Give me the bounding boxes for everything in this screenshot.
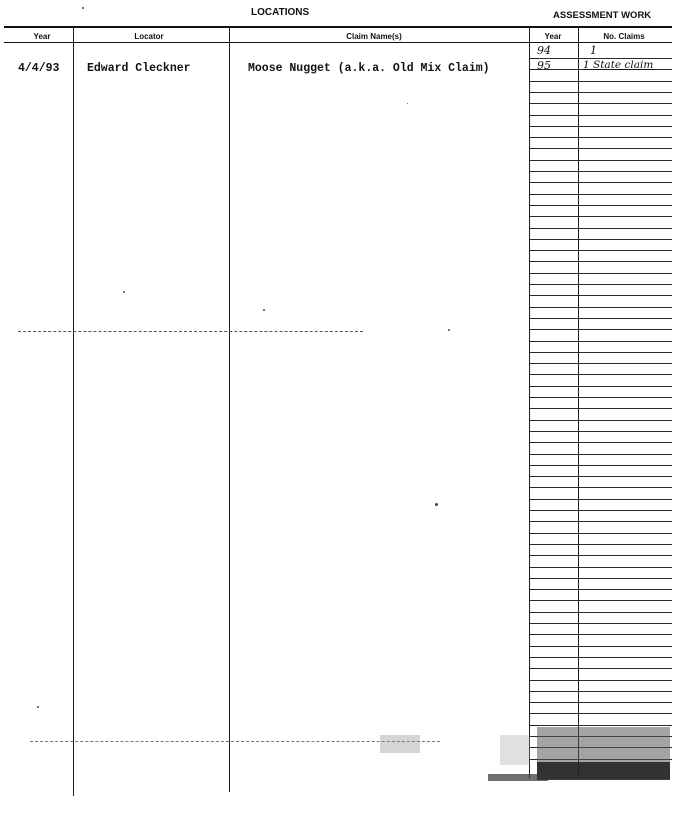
assessment-row-rule — [529, 420, 672, 421]
locator-column-header: Locator — [134, 32, 164, 41]
assessment-row-rule — [529, 555, 672, 556]
assessment-row-rule — [529, 533, 672, 534]
assessment-row-rule — [529, 487, 672, 488]
assessment-row-rule — [529, 646, 672, 647]
location-year-cell: 4/4/93 — [18, 62, 60, 75]
assessment-row-rule — [529, 261, 672, 262]
assessment-row-rule — [529, 691, 672, 692]
assessment-year-cell: 95 — [537, 59, 551, 72]
assessment-row-rule — [529, 736, 672, 737]
assessment-claims-cell: 1 — [590, 44, 597, 57]
assessment-row-rule — [529, 634, 672, 635]
scan-speck — [123, 291, 125, 293]
assessment-row-rule — [529, 713, 672, 714]
assessment-row-rule — [529, 567, 672, 568]
assessment-row-rule — [529, 341, 672, 342]
assessment-year-column-header: Year — [544, 32, 562, 41]
assessment-row-rule — [529, 205, 672, 206]
assessment-row-rule — [529, 81, 672, 82]
assessment-row-rule — [529, 521, 672, 522]
assessment-row-rule — [529, 702, 672, 703]
assessment-row-rule — [529, 160, 672, 161]
assessment-row-rule — [529, 250, 672, 251]
assessment-row-rule — [529, 442, 672, 443]
assessment-claims-column-header: No. Claims — [603, 32, 645, 41]
assessment-row-rule — [529, 431, 672, 432]
assessment-row-rule — [529, 115, 672, 116]
column-header-rule — [4, 42, 672, 43]
assessment-row-rule — [529, 137, 672, 138]
scan-speck — [435, 503, 438, 506]
assessment-row-rule — [529, 363, 672, 364]
assessment-row-rule — [529, 228, 672, 229]
assessment-row-rule — [529, 318, 672, 319]
assessment-row-rule — [529, 295, 672, 296]
assessment-row-rule — [529, 284, 672, 285]
assessment-row-rule — [529, 408, 672, 409]
assessment-claims-cell: 1 State claim — [583, 59, 654, 71]
assessment-row-rule — [529, 397, 672, 398]
assessment-row-rule — [529, 352, 672, 353]
scan-artifact-dashed-line — [18, 331, 363, 332]
assessment-row-rule — [529, 103, 672, 104]
locator-name-cell: Edward Cleckner — [87, 62, 191, 75]
locator-claim-divider — [229, 26, 230, 792]
claim-names-column-header: Claim Name(s) — [346, 32, 402, 41]
assessment-row-rule — [529, 273, 672, 274]
scan-artifact-dashed-line — [30, 741, 440, 742]
assessment-row-rule — [529, 612, 672, 613]
assessment-row-rule — [529, 476, 672, 477]
assessment-row-rule — [529, 544, 672, 545]
assessment-row-rule — [529, 623, 672, 624]
assessment-row-rule — [529, 578, 672, 579]
assessment-row-rule — [529, 499, 672, 500]
assessment-inner-divider — [578, 26, 579, 778]
assessment-work-heading: ASSESSMENT WORK — [553, 10, 652, 21]
assessment-row-rule — [529, 510, 672, 511]
assessment-row-rule — [529, 216, 672, 217]
assessment-row-rule — [529, 307, 672, 308]
scan-speck — [263, 309, 265, 311]
assessment-row-rule — [529, 329, 672, 330]
scan-speck — [37, 706, 39, 708]
year-locator-divider — [73, 26, 74, 796]
assessment-row-rule — [529, 386, 672, 387]
assessment-row-rule — [529, 194, 672, 195]
assessment-row-rule — [529, 759, 672, 760]
assessment-row-rule — [529, 182, 672, 183]
assessment-row-rule — [529, 374, 672, 375]
assessment-row-rule — [529, 171, 672, 172]
assessment-row-rule — [529, 600, 672, 601]
claim-assessment-divider — [529, 26, 530, 778]
assessment-row-rule — [529, 668, 672, 669]
assessment-year-cell: 94 — [537, 44, 551, 57]
assessment-row-rule — [529, 657, 672, 658]
claim-name-cell: Moose Nugget (a.k.a. Old Mix Claim) — [248, 62, 490, 75]
assessment-row-rule — [529, 126, 672, 127]
assessment-row-rule — [529, 680, 672, 681]
assessment-row-rule — [529, 239, 672, 240]
assessment-row-rule — [529, 725, 672, 726]
assessment-row-rule — [529, 148, 672, 149]
assessment-row-rule — [529, 465, 672, 466]
assessment-row-rule — [529, 92, 672, 93]
scan-speck — [448, 329, 450, 331]
assessment-row-rule — [529, 454, 672, 455]
assessment-row-rule — [529, 747, 672, 748]
assessment-row-rule — [529, 589, 672, 590]
locations-heading: LOCATIONS — [251, 7, 310, 18]
scan-speck — [407, 103, 408, 104]
scan-speck — [82, 7, 84, 9]
header-top-rule — [4, 26, 672, 28]
year-column-header: Year — [33, 32, 51, 41]
